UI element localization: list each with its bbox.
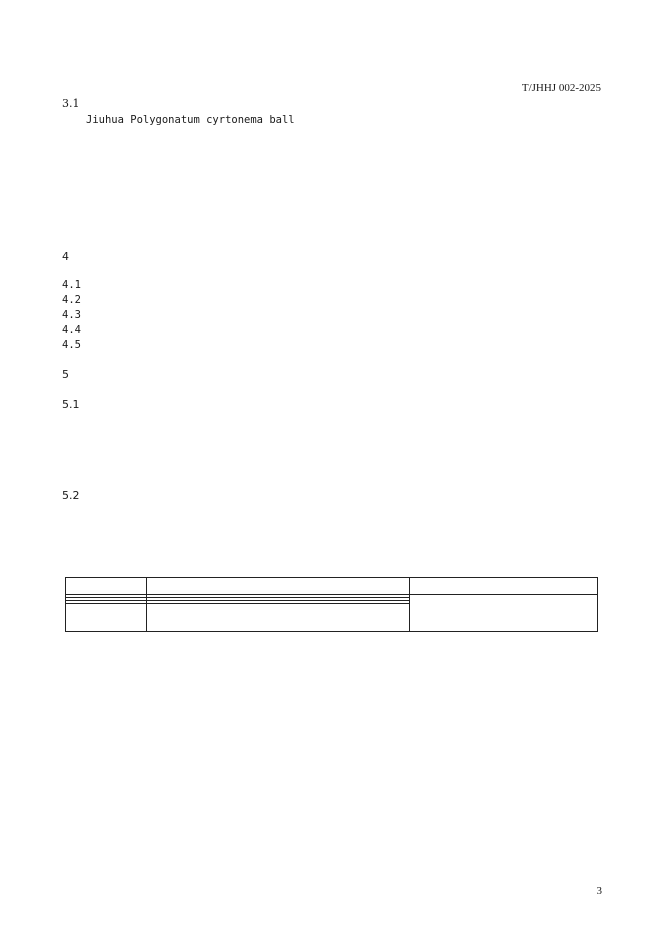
requirement-item [62, 292, 81, 308]
requirement-item [62, 322, 81, 338]
page-number: 3 [596, 885, 602, 897]
subsection-5-1-number: 5.1 [62, 398, 80, 411]
table-header-cell [66, 578, 147, 595]
subsection-5-2-number: 5.2 [62, 489, 80, 502]
table-header-cell [410, 578, 598, 595]
section-5-heading [62, 367, 80, 383]
table-header-row [66, 578, 598, 595]
term-title-latin: Jiuhua Polygonatum cyrtonema ball [86, 114, 295, 126]
table-cell-method [410, 595, 598, 632]
requirement-item [62, 307, 81, 323]
item-number: 4.1 [62, 279, 81, 291]
requirement-item [62, 277, 81, 293]
table-header-cell [147, 578, 410, 595]
requirement-item [62, 337, 81, 353]
table-cell-requirement [147, 604, 410, 632]
section-5-number: 5 [62, 368, 69, 381]
term-title [86, 112, 295, 128]
subsection-5-2-heading [62, 488, 83, 504]
item-number: 4.2 [62, 294, 81, 306]
term-number: 3.1 [62, 97, 80, 110]
section-4-number: 4 [62, 250, 69, 263]
subsection-5-1-heading [62, 397, 83, 413]
sensory-requirements-table [65, 577, 598, 632]
item-number: 4.4 [62, 324, 81, 336]
section-4-heading [62, 249, 80, 265]
item-number: 4.3 [62, 309, 81, 321]
table-cell-item [66, 604, 147, 632]
item-number: 4.5 [62, 339, 81, 351]
document-id: T/JHHJ 002-2025 [521, 82, 601, 94]
